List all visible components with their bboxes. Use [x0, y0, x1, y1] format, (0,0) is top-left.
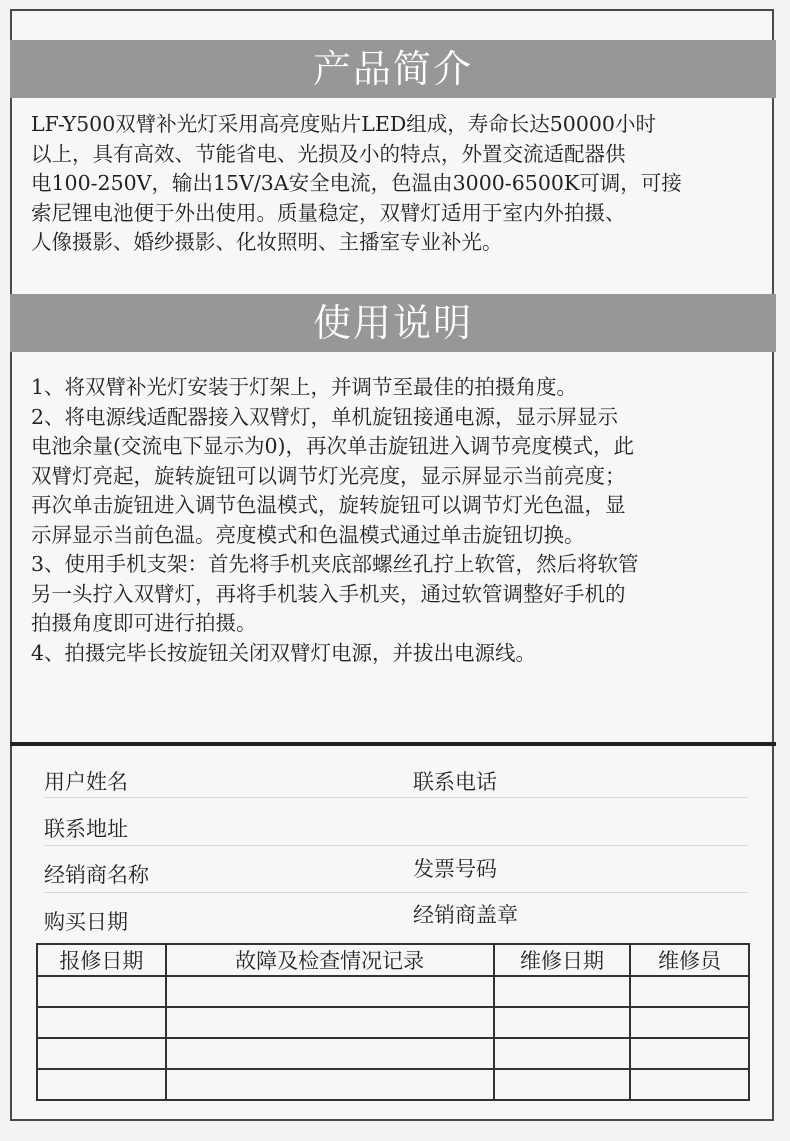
intro-line: LF-Y500双臂补光灯采用高亮度贴片LED组成，寿命长达50000小时 — [31, 112, 656, 136]
usage-line: 拍摄角度即可进行拍摄。 — [31, 611, 257, 635]
address-label: 联系地址 — [44, 817, 128, 841]
phone-label: 联系电话 — [413, 770, 497, 794]
table-cell[interactable] — [630, 1038, 749, 1069]
intro-title: 产品简介 — [10, 40, 776, 98]
table-cell[interactable] — [630, 1007, 749, 1038]
dealer-stamp-label: 经销商盖章 — [413, 903, 518, 927]
repair-date-header: 报修日期 — [37, 944, 166, 976]
intro-line: 电100-250V，输出15V/3A安全电流，色温由3000-6500K可调，可接 — [31, 171, 682, 195]
usage-title: 使用说明 — [10, 294, 776, 352]
table-cell[interactable] — [630, 1069, 749, 1100]
usage-line: 示屏显示当前色温。亮度模式和色温模式通过单击旋钮切换。 — [31, 522, 585, 547]
table-cell[interactable] — [37, 976, 166, 1007]
purchase-date-label: 购买日期 — [44, 910, 128, 934]
usage-line: 1、将双臂补光灯安装于灯架上，并调节至最佳的拍摄角度。 — [31, 375, 578, 399]
table-cell[interactable] — [37, 1038, 166, 1069]
service-date-header: 维修日期 — [494, 944, 631, 976]
field-divider — [44, 845, 748, 846]
table-cell[interactable] — [494, 976, 631, 1007]
fault-record-header: 故障及检查情况记录 — [166, 944, 494, 976]
invoice-number-label: 发票号码 — [413, 857, 497, 881]
table-row — [37, 1038, 749, 1069]
dealer-name-label: 经销商名称 — [44, 863, 149, 887]
table-cell[interactable] — [494, 1038, 631, 1069]
table-cell[interactable] — [166, 1069, 494, 1100]
technician-header: 维修员 — [630, 944, 749, 976]
field-divider — [44, 892, 748, 893]
intro-line: 以上，具有高效、节能省电、光损及小的特点，外置交流适配器供 — [31, 141, 626, 166]
table-cell[interactable] — [494, 1007, 631, 1038]
usage-line: 3、使用手机支架：首先将手机夹底部螺丝孔拧上软管，然后将软管 — [31, 552, 639, 576]
usage-text — [31, 373, 761, 668]
table-row — [37, 976, 749, 1007]
intro-line: 人像摄影、婚纱摄影、化妆照明、主播室专业补光。 — [31, 230, 503, 254]
table-cell[interactable] — [37, 1007, 166, 1038]
table-cell[interactable] — [630, 976, 749, 1007]
usage-line: 再次单击旋钮进入调节色温模式，旋转旋钮可以调节灯光色温，显 — [31, 493, 626, 517]
table-cell[interactable] — [166, 1038, 494, 1069]
usage-line: 双臂灯亮起，旋转旋钮可以调节灯光亮度，显示屏显示当前亮度； — [31, 463, 626, 488]
table-row — [37, 1007, 749, 1038]
usage-line: 2、将电源线适配器接入双臂灯，单机旋钮接通电源，显示屏显示 — [31, 404, 619, 429]
usage-line: 另一头拧入双臂灯，再将手机装入手机夹，通过软管调整好手机的 — [31, 581, 626, 606]
table-row — [37, 1069, 749, 1100]
table-cell[interactable] — [166, 1007, 494, 1038]
intro-line: 索尼锂电池便于外出使用。质量稳定，双臂灯适用于室内外拍摄、 — [31, 200, 626, 225]
usage-line: 电池余量(交流电下显示为0)，再次单击旋钮进入调节亮度模式，此 — [31, 434, 635, 458]
repair-record-table — [36, 943, 750, 1101]
usage-line: 4、拍摄完毕长按旋钮关闭双臂灯电源，并拔出电源线。 — [31, 640, 537, 665]
table-cell[interactable] — [494, 1069, 631, 1100]
section-divider — [10, 742, 776, 746]
user-name-label: 用户姓名 — [44, 770, 128, 794]
table-cell[interactable] — [166, 976, 494, 1007]
table-header-row — [37, 944, 749, 976]
field-divider — [44, 797, 748, 798]
table-cell[interactable] — [37, 1069, 166, 1100]
intro-text — [31, 110, 761, 258]
